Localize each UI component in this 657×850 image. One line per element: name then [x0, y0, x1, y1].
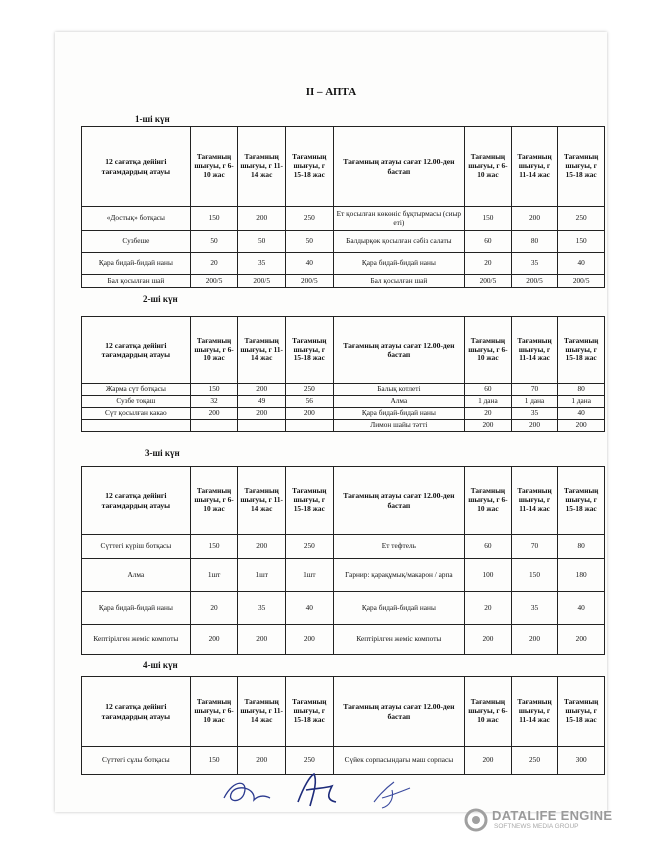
header-age-11-14: Тағамның шығуы, г 11-14 жас: [238, 317, 286, 384]
table-cell: 1шт: [190, 559, 238, 592]
day-4-table: [81, 676, 605, 775]
table-cell: 1шт: [238, 559, 286, 592]
table-cell: 200: [465, 420, 512, 432]
table-cell: Ет қосылған көкөніс бұқтырмасы (сиыр еті): [333, 207, 465, 231]
watermark: [458, 806, 648, 834]
table-cell: 70: [511, 535, 558, 559]
header-age-6-10: Тағамның шығуы, г 6-10 жас: [190, 127, 238, 207]
table-row: [82, 535, 605, 559]
table-cell: 60: [465, 384, 512, 396]
header-age-15-18: Тағамның шығуы, г 15-18 жас: [558, 467, 605, 535]
table-cell: 80: [558, 535, 605, 559]
table-cell: 40: [558, 592, 605, 625]
table-cell: Қара бидай-бидай наны: [333, 592, 465, 625]
table-cell: 200: [238, 408, 286, 420]
table-cell: 250: [285, 747, 333, 775]
table-cell: 150: [190, 207, 238, 231]
table-cell: [285, 420, 333, 432]
header-age-11-14: Тағамның шығуы, г 11-14 жас: [511, 467, 558, 535]
table-cell: Балық котлеті: [333, 384, 465, 396]
table-cell: 200: [238, 747, 286, 775]
table-cell: 200: [238, 625, 286, 655]
table-cell: 40: [285, 592, 333, 625]
table-cell: 200: [238, 384, 286, 396]
day-1-table: [81, 126, 605, 288]
table-cell: 50: [190, 231, 238, 253]
table-cell: 250: [558, 207, 605, 231]
table-cell: 150: [190, 535, 238, 559]
table-cell: Кептірілген жеміс компоты: [333, 625, 465, 655]
table-cell: Қара бидай-бидай наны: [333, 408, 465, 420]
table-cell: Алма: [82, 559, 191, 592]
table-cell: 20: [465, 592, 512, 625]
table-cell: 35: [511, 253, 558, 275]
table-cell: 20: [190, 592, 238, 625]
table-cell: 250: [285, 384, 333, 396]
table-row: [82, 625, 605, 655]
table-row: [82, 396, 605, 408]
table-cell: Сузбеше: [82, 231, 191, 253]
table-cell: 150: [190, 384, 238, 396]
table-cell: Жарма сүт ботқасы: [82, 384, 191, 396]
table-cell: 150: [511, 559, 558, 592]
table-cell: «Достық» ботқасы: [82, 207, 191, 231]
table-cell: 80: [511, 231, 558, 253]
table-cell: Бал қосылған шай: [333, 275, 465, 288]
table-cell: [190, 420, 238, 432]
header-age-6-10: Тағамның шығуы, г 6-10 жас: [465, 677, 512, 747]
table-cell: Қара бидай-бидай наны: [82, 592, 191, 625]
table-row: [82, 559, 605, 592]
day-3-table: [81, 466, 605, 655]
table-cell: 50: [285, 231, 333, 253]
table-cell: Сузбе тоқаш: [82, 396, 191, 408]
table-cell: [82, 420, 191, 432]
table-cell: 200: [190, 625, 238, 655]
header-age-15-18: Тағамның шығуы, г 15-18 жас: [558, 317, 605, 384]
header-age-11-14: Тағамның шығуы, г 11-14 жас: [511, 127, 558, 207]
table-cell: 80: [558, 384, 605, 396]
table-cell: 200: [511, 207, 558, 231]
header-age-11-14: Тағамның шығуы, г 11-14 жас: [511, 677, 558, 747]
header-age-6-10: Тағамның шығуы, г 6-10 жас: [190, 467, 238, 535]
header-before-noon: 12 сағатқа дейінгі тағамдардың атауы: [82, 467, 191, 535]
table-row: [82, 253, 605, 275]
table-cell: 1шт: [285, 559, 333, 592]
table-cell: 200/5: [190, 275, 238, 288]
table-cell: Кептірілген жеміс компоты: [82, 625, 191, 655]
table-row: [82, 408, 605, 420]
header-age-6-10: Тағамның шығуы, г 6-10 жас: [465, 127, 512, 207]
table-cell: 35: [238, 592, 286, 625]
table-cell: 180: [558, 559, 605, 592]
table-cell: 200: [558, 420, 605, 432]
table-cell: Сүттегі сұлы ботқасы: [82, 747, 191, 775]
header-age-15-18: Тағамның шығуы, г 15-18 жас: [285, 317, 333, 384]
table-row: [82, 592, 605, 625]
table-cell: 20: [465, 408, 512, 420]
table-cell: 40: [285, 253, 333, 275]
table-cell: 20: [190, 253, 238, 275]
header-age-15-18: Тағамның шығуы, г 15-18 жас: [285, 127, 333, 207]
header-before-noon: 12 сағатқа дейінгі тағамдардың атауы: [82, 317, 191, 384]
header-age-15-18: Тағамның шығуы, г 15-18 жас: [285, 677, 333, 747]
table-cell: 200/5: [238, 275, 286, 288]
table-row: [82, 207, 605, 231]
table-row: [82, 275, 605, 288]
table-cell: 200: [285, 625, 333, 655]
header-age-6-10: Тағамның шығуы, г 6-10 жас: [190, 677, 238, 747]
table-cell: 32: [190, 396, 238, 408]
table-cell: 1 дана: [511, 396, 558, 408]
table-cell: 1 дана: [558, 396, 605, 408]
header-age-11-14: Тағамның шығуы, г 11-14 жас: [238, 127, 286, 207]
table-cell: 200/5: [558, 275, 605, 288]
table-cell: Сүт қосылған какао: [82, 408, 191, 420]
table-cell: Ет тефтель: [333, 535, 465, 559]
table-cell: 56: [285, 396, 333, 408]
header-age-6-10: Тағамның шығуы, г 6-10 жас: [465, 467, 512, 535]
header-age-6-10: Тағамның шығуы, г 6-10 жас: [190, 317, 238, 384]
table-cell: 35: [511, 592, 558, 625]
table-cell: Сүттегі күріш ботқасы: [82, 535, 191, 559]
table-cell: 35: [511, 408, 558, 420]
table-cell: Қара бидай-бидай наны: [333, 253, 465, 275]
table-cell: 200: [511, 625, 558, 655]
table-cell: Гарнир: қарақұмық/макарон / арпа: [333, 559, 465, 592]
watermark-logo-icon: [464, 808, 488, 832]
table-cell: 300: [558, 747, 605, 775]
header-age-6-10: Тағамның шығуы, г 6-10 жас: [465, 317, 512, 384]
table-cell: 200: [465, 625, 512, 655]
table-cell: 49: [238, 396, 286, 408]
table-row: [82, 420, 605, 432]
header-age-15-18: Тағамның шығуы, г 15-18 жас: [558, 127, 605, 207]
table-cell: 50: [238, 231, 286, 253]
header-before-noon: 12 сағатқа дейінгі тағамдардың атауы: [82, 127, 191, 207]
table-cell: 250: [285, 207, 333, 231]
table-cell: 35: [238, 253, 286, 275]
table-cell: 200: [465, 747, 512, 775]
header-age-15-18: Тағамның шығуы, г 15-18 жас: [558, 677, 605, 747]
day-3-label: 3-ші күн: [145, 448, 180, 458]
table-cell: 40: [558, 408, 605, 420]
table-cell: 60: [465, 535, 512, 559]
table-cell: Алма: [333, 396, 465, 408]
header-after-noon: Тағамның атауы сағат 12.00-ден бастап: [333, 467, 465, 535]
table-cell: 60: [465, 231, 512, 253]
week-title: II – АПТА: [305, 86, 357, 98]
header-age-11-14: Тағамның шығуы, г 11-14 жас: [238, 467, 286, 535]
header-after-noon: Тағамның атауы сағат 12.00-ден бастап: [333, 317, 465, 384]
header-before-noon: 12 сағатқа дейінгі тағамдардың атауы: [82, 677, 191, 747]
table-cell: Қара бидай-бидай наны: [82, 253, 191, 275]
table-cell: 70: [511, 384, 558, 396]
day-2-table: [81, 316, 605, 432]
header-after-noon: Тағамның атауы сағат 12.00-ден бастап: [333, 127, 465, 207]
table-cell: 200/5: [285, 275, 333, 288]
header-after-noon: Тағамның атауы сағат 12.00-ден бастап: [333, 677, 465, 747]
table-cell: 200: [558, 625, 605, 655]
table-cell: 200/5: [465, 275, 512, 288]
table-cell: 200/5: [511, 275, 558, 288]
table-cell: 250: [285, 535, 333, 559]
table-cell: 150: [190, 747, 238, 775]
table-cell: 200: [511, 420, 558, 432]
day-1-label: 1-ші күн: [135, 114, 170, 124]
table-cell: Бал қосылған шай: [82, 275, 191, 288]
table-cell: 40: [558, 253, 605, 275]
table-cell: 20: [465, 253, 512, 275]
table-cell: Лимон шайы тәтті: [333, 420, 465, 432]
header-age-11-14: Тағамның шығуы, г 11-14 жас: [511, 317, 558, 384]
table-cell: 200: [238, 207, 286, 231]
table-cell: 100: [465, 559, 512, 592]
table-cell: 250: [511, 747, 558, 775]
watermark-title: DATALIFE ENGINE: [492, 808, 613, 823]
table-cell: 150: [465, 207, 512, 231]
table-cell: 200: [285, 408, 333, 420]
document-page: [55, 32, 607, 812]
header-age-11-14: Тағамның шығуы, г 11-14 жас: [238, 677, 286, 747]
header-age-15-18: Тағамның шығуы, г 15-18 жас: [285, 467, 333, 535]
day-4-label: 4-ші күн: [143, 660, 178, 670]
day-2-label: 2-ші күн: [143, 294, 178, 304]
table-cell: 200: [190, 408, 238, 420]
table-cell: 200: [238, 535, 286, 559]
table-cell: 150: [558, 231, 605, 253]
table-cell: Балдырқөк қосылған сәбіз салаты: [333, 231, 465, 253]
table-row: [82, 384, 605, 396]
signatures: [214, 768, 444, 813]
table-cell: Сүйек сорпасындағы маш сорпасы: [333, 747, 465, 775]
table-cell: 1 дана: [465, 396, 512, 408]
table-cell: [238, 420, 286, 432]
watermark-subtitle: SOFTNEWS MEDIA GROUP: [494, 823, 579, 830]
table-row: [82, 231, 605, 253]
